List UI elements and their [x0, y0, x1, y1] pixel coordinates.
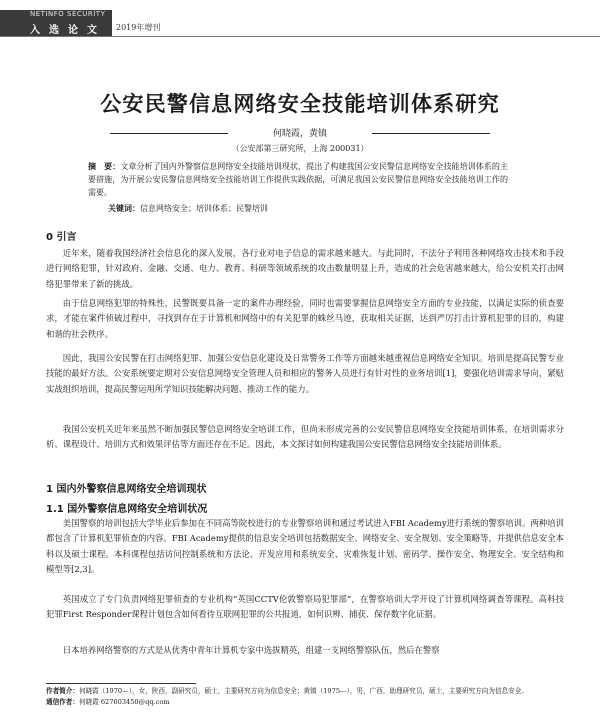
section-label: 入选论文: [30, 25, 106, 36]
header-divider: [0, 36, 600, 37]
body-paragraph: 因此，我国公安民警在打击网络犯罪、加强公安信息化建设及日常警务工作等方面越来越重视信息网络安全知识。培训是提高民警专业技能的最好方法。公安系统要定期对公安信息网络安全管理人员和相应的警务人员进行有针对性的业务培训[1]，要强化培训需求导向，紧贴实战组织培训，提高民警运用所学知识技能解决问题、推动工作的能力。: [46, 353, 564, 394]
body-paragraph: 由于信息网络犯罪的特殊性，民警既要具备一定的案件办理经验，同时也需要掌握信息网络安全方面的专业技能，以满足实际的侦查要求，才能在案件侦破过程中，寻找到存在于计算机和网络中的有关犯罪的蛛丝马迹，获取相关证据，达到严厉打击计算机犯罪的目的，构建和谐的社会秩序。: [46, 298, 564, 339]
body-paragraph: 近年来，随着我国经济社会信息化的深入发展，各行业对电子信息的需求越来越大。与此同时，不法分子利用各种网络攻击技术和手段进行网络犯罪，针对政府、金融、交通、电力、教育、科研等领域系统的攻击数量明显上升，造成的社会危害越来越大，给公安机关打击网络犯罪带来了新的挑战。: [46, 248, 564, 289]
issue-label: 2019年增刊: [116, 23, 161, 32]
footnote-divider: [46, 683, 196, 684]
contact-info: [46, 697, 566, 708]
section-heading: 1 国内外警察信息网络安全培训现状: [46, 484, 207, 495]
body-paragraph: 我国公安机关近年来虽然不断加强民警信息网络安全培训工作，但尚未形成完善的公安民警信息网络安全技能培训体系，在培训需求分析、课程设计、培训方式和效果评估等方面还存在不足。因此，本文探讨如何构建我国公安民警信息网络安全技能培训体系。: [46, 424, 564, 450]
keywords-text: 信息网络安全；培训体系；民警培训: [140, 204, 268, 213]
paper-title: 公安民警信息网络安全技能培训体系研究: [100, 92, 500, 116]
contact-label: 通信作者：: [46, 698, 79, 706]
section-heading: 0 引言: [46, 232, 77, 243]
body-paragraph: 美国警察的培训包括大学毕业后参加在不同高等院校进行的专业警察培训和通过考试进入FBI Academy进行系统的警察培训。两种培训都包含了计算机犯罪侦查的内容。FBI Academy提供的信息安全培训包括数据安全、网络安全、安全规划、安全策略等，并提供信息安全本科以及硕士课程。本科课程包括访问控制系统和方法论、开发应用和系统安全、灾难恢复计划、密码学、操作安全、物理安全、安全结构和模型等[2,3]。: [46, 518, 564, 575]
authors-row: [110, 126, 490, 140]
abstract-text: 文章分析了国内外警察信息网络安全技能培训现状，提出了构建我国公安民警信息网络安全技能培训体系的主要措施，为开展公安民警信息网络安全技能培训工作提供实践依据，可满足我国公安民警信息网络安全技能培训工作的需要。: [88, 162, 509, 197]
author-info-label: 作者简介：: [46, 687, 79, 695]
keywords: [108, 203, 268, 214]
contact-text: 何晓霞 627603450@qq.com: [78, 698, 170, 706]
abstract-label: 摘 要：: [88, 162, 121, 171]
abstract: [88, 160, 508, 199]
affiliation: （公安部第三研究所，上海 200031）: [231, 144, 369, 153]
journal-logo: NETINFO SECURITY: [30, 10, 106, 18]
author-info: [46, 686, 566, 697]
body-paragraph: 英国成立了专门负责网络犯罪侦查的专业机构“英国CCTV伦敦警察局犯罪部”，在警察培训大学开设了计算机网络调查等课程。高科技犯罪First Responder课程计划包含如何看待互联网犯罪的公共报道，如何识辨、捕获、保存数字化证据。: [46, 594, 564, 620]
author-rule-left: [110, 133, 228, 134]
authors: 何晓霞，黄镇: [272, 129, 327, 139]
author-info-text: 何晓霞（1970—），女，陕西，副研究员，硕士，主要研究方向为信息安全；黄镇（1975—），男，广西，助理研究员，硕士，主要研究方向为信息安全。: [78, 687, 528, 695]
journal-header: [0, 0, 600, 42]
subsection-heading: 1.1 国外警察信息网络安全培训状况: [46, 504, 208, 515]
body-paragraph: 日本培养网络警察的方式是从优秀中青年计算机专家中选拔精英，组建一支网络警察队伍，然后在警察: [62, 645, 440, 655]
keywords-label: 关键词：: [108, 204, 140, 213]
author-footnote: [46, 686, 566, 708]
author-rule-right: [372, 133, 490, 134]
